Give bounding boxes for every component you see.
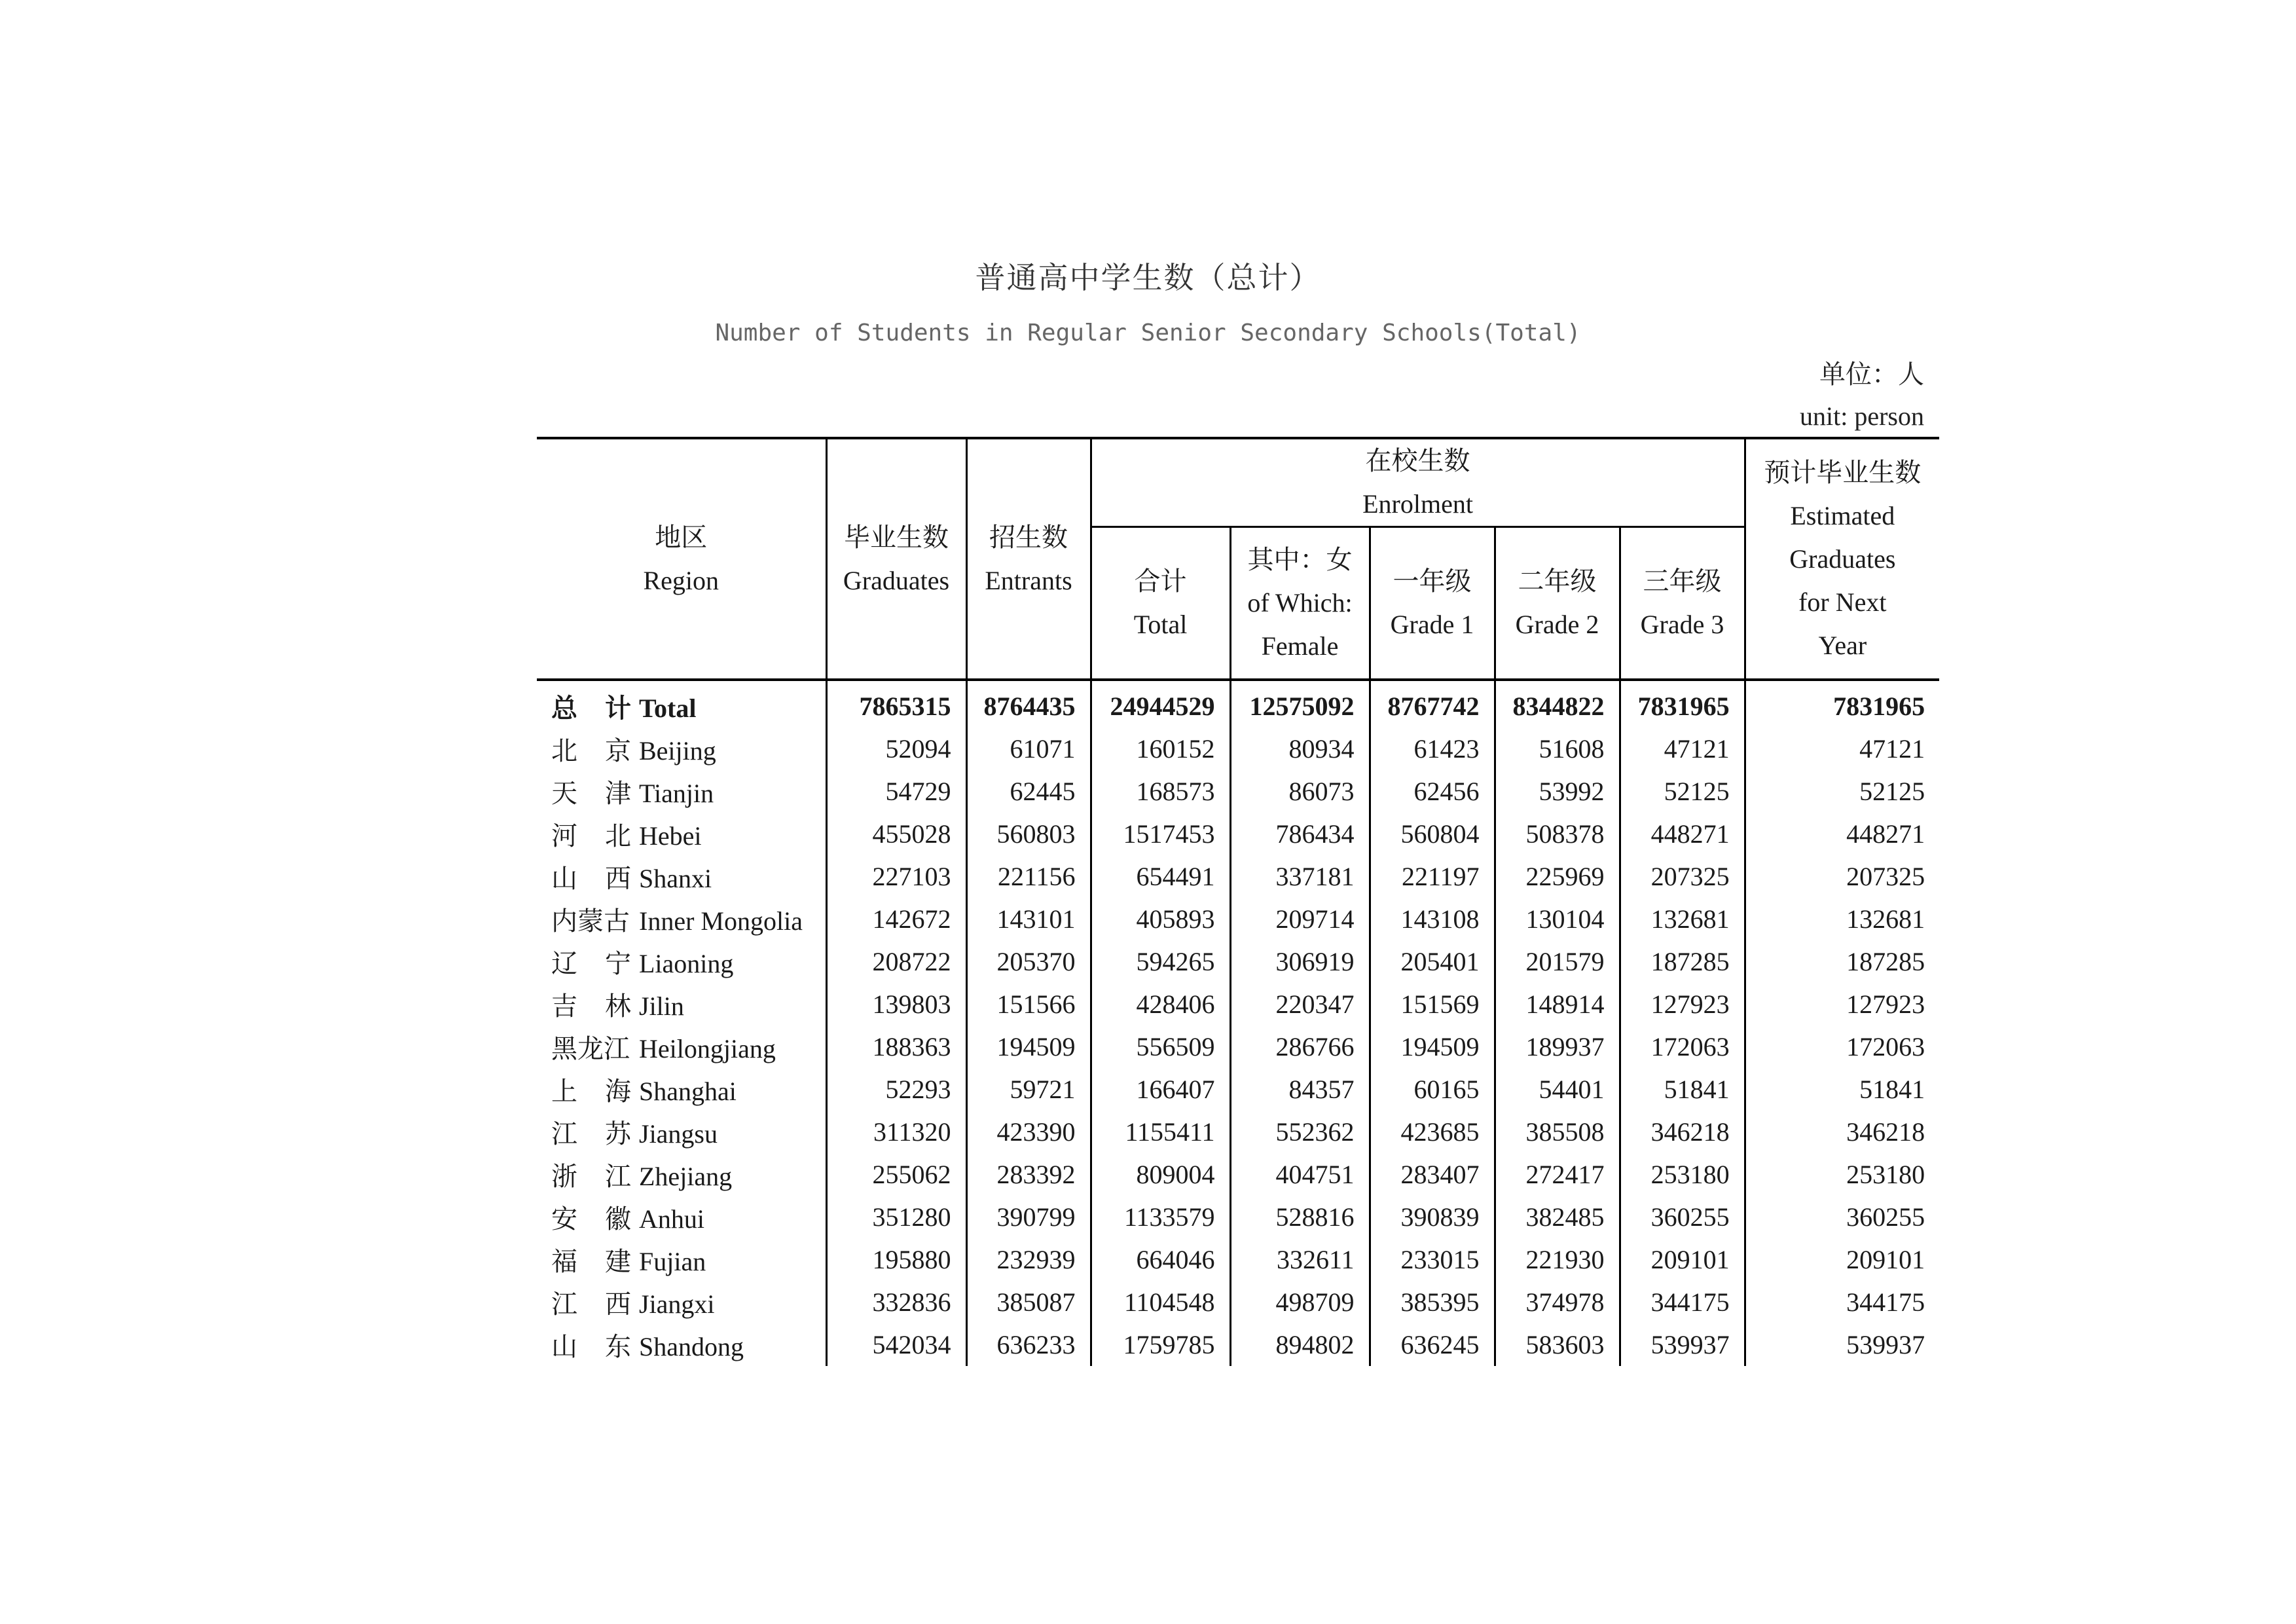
cell-grade3: 207325 (1620, 855, 1745, 898)
cell-grade2: 189937 (1495, 1025, 1620, 1068)
region-name-en: Tianjin (639, 779, 714, 808)
cell-grade1: 61423 (1370, 728, 1495, 770)
cell-entrants: 221156 (966, 855, 1091, 898)
region-name-cn (551, 1071, 639, 1108)
region-name-cn-part: 总 (551, 693, 577, 724)
region-name-cn (551, 1156, 639, 1193)
region-name-en: Inner Mongolia (639, 906, 803, 936)
cell-graduates: 52293 (826, 1068, 966, 1111)
region-name-cn (551, 1113, 639, 1151)
cell-female: 786434 (1230, 813, 1370, 855)
cell-grade1: 151569 (1370, 983, 1495, 1025)
cell-graduates: 7865315 (826, 680, 966, 728)
region-name-en: Jilin (639, 991, 684, 1021)
cell-estimated: 7831965 (1745, 680, 1939, 728)
region-name-cn-part: 西 (605, 864, 631, 894)
region-name-cn-part: 河 (551, 821, 577, 851)
table-row (537, 1281, 1939, 1323)
cell-grade2: 130104 (1495, 898, 1620, 940)
region-name-cn (551, 858, 639, 895)
cell-female: 209714 (1230, 898, 1370, 940)
cell-grade3: 187285 (1620, 940, 1745, 983)
cell-entrants: 560803 (966, 813, 1091, 855)
cell-grade2: 54401 (1495, 1068, 1620, 1111)
cell-grade2: 201579 (1495, 940, 1620, 983)
cell-graduates: 227103 (826, 855, 966, 898)
cell-female: 84357 (1230, 1068, 1370, 1111)
region-cell (537, 770, 826, 813)
table-row (537, 728, 1939, 770)
region-name-cn-part: 江 (551, 1119, 577, 1149)
region-name-cn (551, 688, 639, 725)
cell-grade2: 508378 (1495, 813, 1620, 855)
cell-estimated: 346218 (1745, 1111, 1939, 1153)
cell-grade3: 448271 (1620, 813, 1745, 855)
cell-estimated: 209101 (1745, 1238, 1939, 1281)
region-name-cn (551, 1283, 639, 1321)
cell-grade3: 253180 (1620, 1153, 1745, 1196)
region-name-cn-part: 北 (551, 736, 577, 766)
cell-estimated: 253180 (1745, 1153, 1939, 1196)
cell-grade1: 8767742 (1370, 680, 1495, 728)
cell-graduates: 139803 (826, 983, 966, 1025)
region-cell (537, 1111, 826, 1153)
region-name-cn-part: 吉 (551, 991, 577, 1022)
region-cell (537, 728, 826, 770)
cell-grade2: 221930 (1495, 1238, 1620, 1281)
region-cell (537, 1323, 826, 1366)
page-subtitle: Number of Students in Regular Senior Secondary Schools(Total) (715, 320, 1581, 346)
table-header (537, 438, 1939, 680)
cell-entrants: 59721 (966, 1068, 1091, 1111)
table-row (537, 898, 1939, 940)
region-name-en: Jiangxi (639, 1289, 715, 1319)
region-name-en: Heilongjiang (639, 1034, 776, 1063)
cell-estimated: 51841 (1745, 1068, 1939, 1111)
cell-total: 594265 (1091, 940, 1230, 983)
region-name-en: Hebei (639, 821, 702, 851)
cell-grade2: 148914 (1495, 983, 1620, 1025)
table-row (537, 855, 1939, 898)
cell-total: 168573 (1091, 770, 1230, 813)
cell-grade3: 47121 (1620, 728, 1745, 770)
cell-total: 1517453 (1091, 813, 1230, 855)
cell-grade2: 374978 (1495, 1281, 1620, 1323)
cell-graduates: 188363 (826, 1025, 966, 1068)
cell-total: 664046 (1091, 1238, 1230, 1281)
cell-grade3: 539937 (1620, 1323, 1745, 1366)
cell-total: 160152 (1091, 728, 1230, 770)
cell-grade3: 209101 (1620, 1238, 1745, 1281)
header-graduates: 毕业生数 Graduates (826, 438, 966, 680)
region-name-cn (551, 815, 639, 853)
table-row (537, 1068, 1939, 1111)
cell-estimated: 360255 (1745, 1196, 1939, 1238)
region-name-cn-part: 徽 (605, 1204, 631, 1234)
region-name-cn-part: 山 (551, 864, 577, 894)
cell-grade3: 360255 (1620, 1196, 1745, 1238)
region-cell (537, 813, 826, 855)
region-name-cn-part: 西 (605, 1289, 631, 1320)
cell-female: 306919 (1230, 940, 1370, 983)
cell-grade2: 583603 (1495, 1323, 1620, 1366)
region-name-en: Zhejiang (639, 1162, 733, 1191)
cell-grade3: 132681 (1620, 898, 1745, 940)
header-enrolment-female: 其中：女 of Which: Female (1230, 527, 1370, 680)
region-name-cn-part: 山 (551, 1332, 577, 1362)
cell-estimated: 172063 (1745, 1025, 1939, 1068)
region-name-cn-part: 天 (551, 779, 577, 809)
region-name-cn (551, 986, 639, 1023)
cell-total: 166407 (1091, 1068, 1230, 1111)
cell-entrants: 636233 (966, 1323, 1091, 1366)
cell-grade1: 62456 (1370, 770, 1495, 813)
table-row (537, 1323, 1939, 1366)
cell-entrants: 61071 (966, 728, 1091, 770)
table-row (537, 770, 1939, 813)
cell-female: 498709 (1230, 1281, 1370, 1323)
cell-graduates: 54729 (826, 770, 966, 813)
header-estimated-graduates: 预计毕业生数 Estimated Graduates for Next Year (1745, 438, 1939, 680)
region-name-cn-part: 上 (551, 1077, 577, 1107)
region-name-cn-part: 内蒙古 (551, 906, 630, 936)
table-row (537, 983, 1939, 1025)
cell-female: 286766 (1230, 1025, 1370, 1068)
cell-estimated: 344175 (1745, 1281, 1939, 1323)
region-name-en: Shanxi (639, 864, 712, 893)
cell-grade1: 283407 (1370, 1153, 1495, 1196)
region-name-cn (551, 1198, 639, 1236)
region-name-cn (551, 1326, 639, 1363)
cell-grade2: 51608 (1495, 728, 1620, 770)
cell-estimated: 448271 (1745, 813, 1939, 855)
region-name-en: Beijing (639, 736, 716, 766)
region-name-cn-part: 黑龙江 (551, 1034, 630, 1064)
region-cell (537, 1281, 826, 1323)
region-name-en: Shandong (639, 1332, 744, 1361)
region-name-cn-part: 津 (605, 779, 631, 809)
region-name-en: Liaoning (639, 949, 734, 978)
region-name-cn (551, 1028, 639, 1065)
cell-female: 552362 (1230, 1111, 1370, 1153)
region-name-en: Jiangsu (639, 1119, 718, 1149)
cell-estimated: 52125 (1745, 770, 1939, 813)
cell-entrants: 143101 (966, 898, 1091, 940)
region-name-en: Fujian (639, 1247, 706, 1276)
cell-entrants: 423390 (966, 1111, 1091, 1153)
cell-entrants: 390799 (966, 1196, 1091, 1238)
region-name-cn-part: 宁 (605, 949, 631, 979)
region-name-cn-part: 浙 (551, 1162, 577, 1192)
cell-grade2: 272417 (1495, 1153, 1620, 1196)
cell-entrants: 205370 (966, 940, 1091, 983)
region-name-cn-part: 苏 (605, 1119, 631, 1149)
cell-grade1: 143108 (1370, 898, 1495, 940)
cell-total: 1133579 (1091, 1196, 1230, 1238)
region-cell (537, 855, 826, 898)
region-cell (537, 940, 826, 983)
cell-graduates: 208722 (826, 940, 966, 983)
cell-entrants: 385087 (966, 1281, 1091, 1323)
cell-female: 528816 (1230, 1196, 1370, 1238)
cell-grade2: 385508 (1495, 1111, 1620, 1153)
cell-estimated: 47121 (1745, 728, 1939, 770)
cell-grade3: 7831965 (1620, 680, 1745, 728)
region-name-en: Total (639, 693, 697, 723)
header-grade-3: 三年级 Grade 3 (1620, 527, 1745, 680)
region-cell (537, 1153, 826, 1196)
table-row (537, 813, 1939, 855)
cell-entrants: 194509 (966, 1025, 1091, 1068)
cell-female: 332611 (1230, 1238, 1370, 1281)
cell-grade1: 205401 (1370, 940, 1495, 983)
table-row (537, 1238, 1939, 1281)
cell-estimated: 187285 (1745, 940, 1939, 983)
cell-total: 556509 (1091, 1025, 1230, 1068)
region-name-cn-part: 辽 (551, 949, 577, 979)
cell-grade3: 52125 (1620, 770, 1745, 813)
cell-female: 86073 (1230, 770, 1370, 813)
cell-estimated: 127923 (1745, 983, 1939, 1025)
cell-graduates: 455028 (826, 813, 966, 855)
cell-graduates: 351280 (826, 1196, 966, 1238)
cell-entrants: 232939 (966, 1238, 1091, 1281)
region-cell (537, 1068, 826, 1111)
region-name-cn-part: 安 (551, 1204, 577, 1234)
cell-total: 1155411 (1091, 1111, 1230, 1153)
cell-estimated: 539937 (1745, 1323, 1939, 1366)
cell-grade3: 346218 (1620, 1111, 1745, 1153)
cell-graduates: 542034 (826, 1323, 966, 1366)
cell-female: 404751 (1230, 1153, 1370, 1196)
cell-estimated: 132681 (1745, 898, 1939, 940)
cell-total: 1759785 (1091, 1323, 1230, 1366)
region-name-en: Shanghai (639, 1077, 737, 1106)
cell-grade3: 344175 (1620, 1281, 1745, 1323)
cell-female: 894802 (1230, 1323, 1370, 1366)
region-name-en: Anhui (639, 1204, 704, 1234)
header-enrolment: 在校生数 Enrolment (1091, 438, 1745, 527)
cell-grade1: 385395 (1370, 1281, 1495, 1323)
table-row (537, 1025, 1939, 1068)
region-name-cn-part: 林 (605, 991, 631, 1022)
region-name-cn (551, 773, 639, 810)
region-cell (537, 1025, 826, 1068)
cell-female: 220347 (1230, 983, 1370, 1025)
cell-total: 24944529 (1091, 680, 1230, 728)
cell-graduates: 142672 (826, 898, 966, 940)
cell-female: 80934 (1230, 728, 1370, 770)
cell-grade1: 60165 (1370, 1068, 1495, 1111)
header-grade-2: 二年级 Grade 2 (1495, 527, 1620, 680)
region-name-cn (551, 1241, 639, 1278)
region-cell (537, 898, 826, 940)
region-name-cn (551, 943, 639, 980)
cell-grade1: 636245 (1370, 1323, 1495, 1366)
cell-entrants: 62445 (966, 770, 1091, 813)
cell-female: 12575092 (1230, 680, 1370, 728)
cell-total: 1104548 (1091, 1281, 1230, 1323)
region-name-cn-part: 建 (605, 1247, 631, 1277)
region-name-cn-part: 东 (605, 1332, 631, 1362)
table-row (537, 940, 1939, 983)
unit-label-cn: 单位：人 (1819, 360, 1924, 390)
cell-grade3: 172063 (1620, 1025, 1745, 1068)
region-name-cn-part: 京 (605, 736, 631, 766)
cell-graduates: 332836 (826, 1281, 966, 1323)
cell-total: 809004 (1091, 1153, 1230, 1196)
header-enrolment-total: 合计 Total (1091, 527, 1230, 680)
region-name-cn-part: 海 (605, 1077, 631, 1107)
cell-graduates: 195880 (826, 1238, 966, 1281)
region-name-cn (551, 730, 639, 767)
cell-grade3: 51841 (1620, 1068, 1745, 1111)
region-name-cn-part: 计 (605, 693, 631, 724)
region-name-cn-part: 江 (605, 1162, 631, 1192)
cell-graduates: 255062 (826, 1153, 966, 1196)
cell-entrants: 283392 (966, 1153, 1091, 1196)
region-cell (537, 680, 826, 728)
region-cell (537, 983, 826, 1025)
region-cell (537, 1238, 826, 1281)
region-name-cn-part: 福 (551, 1247, 577, 1277)
cell-grade1: 560804 (1370, 813, 1495, 855)
cell-grade1: 194509 (1370, 1025, 1495, 1068)
cell-grade2: 8344822 (1495, 680, 1620, 728)
cell-grade2: 53992 (1495, 770, 1620, 813)
cell-entrants: 8764435 (966, 680, 1091, 728)
table-row (537, 1153, 1939, 1196)
table-row (537, 1196, 1939, 1238)
cell-grade1: 233015 (1370, 1238, 1495, 1281)
cell-female: 337181 (1230, 855, 1370, 898)
region-name-cn-part: 江 (551, 1289, 577, 1320)
cell-grade1: 221197 (1370, 855, 1495, 898)
cell-graduates: 311320 (826, 1111, 966, 1153)
unit-label-en: unit: person (1800, 401, 1924, 431)
table-body (537, 680, 1939, 1366)
header-region: 地区 Region (537, 438, 826, 680)
cell-graduates: 52094 (826, 728, 966, 770)
cell-total: 654491 (1091, 855, 1230, 898)
cell-grade3: 127923 (1620, 983, 1745, 1025)
cell-total: 428406 (1091, 983, 1230, 1025)
cell-grade1: 423685 (1370, 1111, 1495, 1153)
header-grade-1: 一年级 Grade 1 (1370, 527, 1495, 680)
cell-grade2: 225969 (1495, 855, 1620, 898)
table-row-total (537, 680, 1939, 728)
cell-grade1: 390839 (1370, 1196, 1495, 1238)
students-table (537, 437, 1939, 1366)
cell-grade2: 382485 (1495, 1196, 1620, 1238)
region-cell (537, 1196, 826, 1238)
cell-total: 405893 (1091, 898, 1230, 940)
page-title: 普通高中学生数（总计） (975, 260, 1321, 295)
table-row (537, 1111, 1939, 1153)
cell-estimated: 207325 (1745, 855, 1939, 898)
cell-entrants: 151566 (966, 983, 1091, 1025)
region-name-cn (551, 900, 639, 938)
region-name-cn-part: 北 (605, 821, 631, 851)
header-entrants: 招生数 Entrants (966, 438, 1091, 680)
